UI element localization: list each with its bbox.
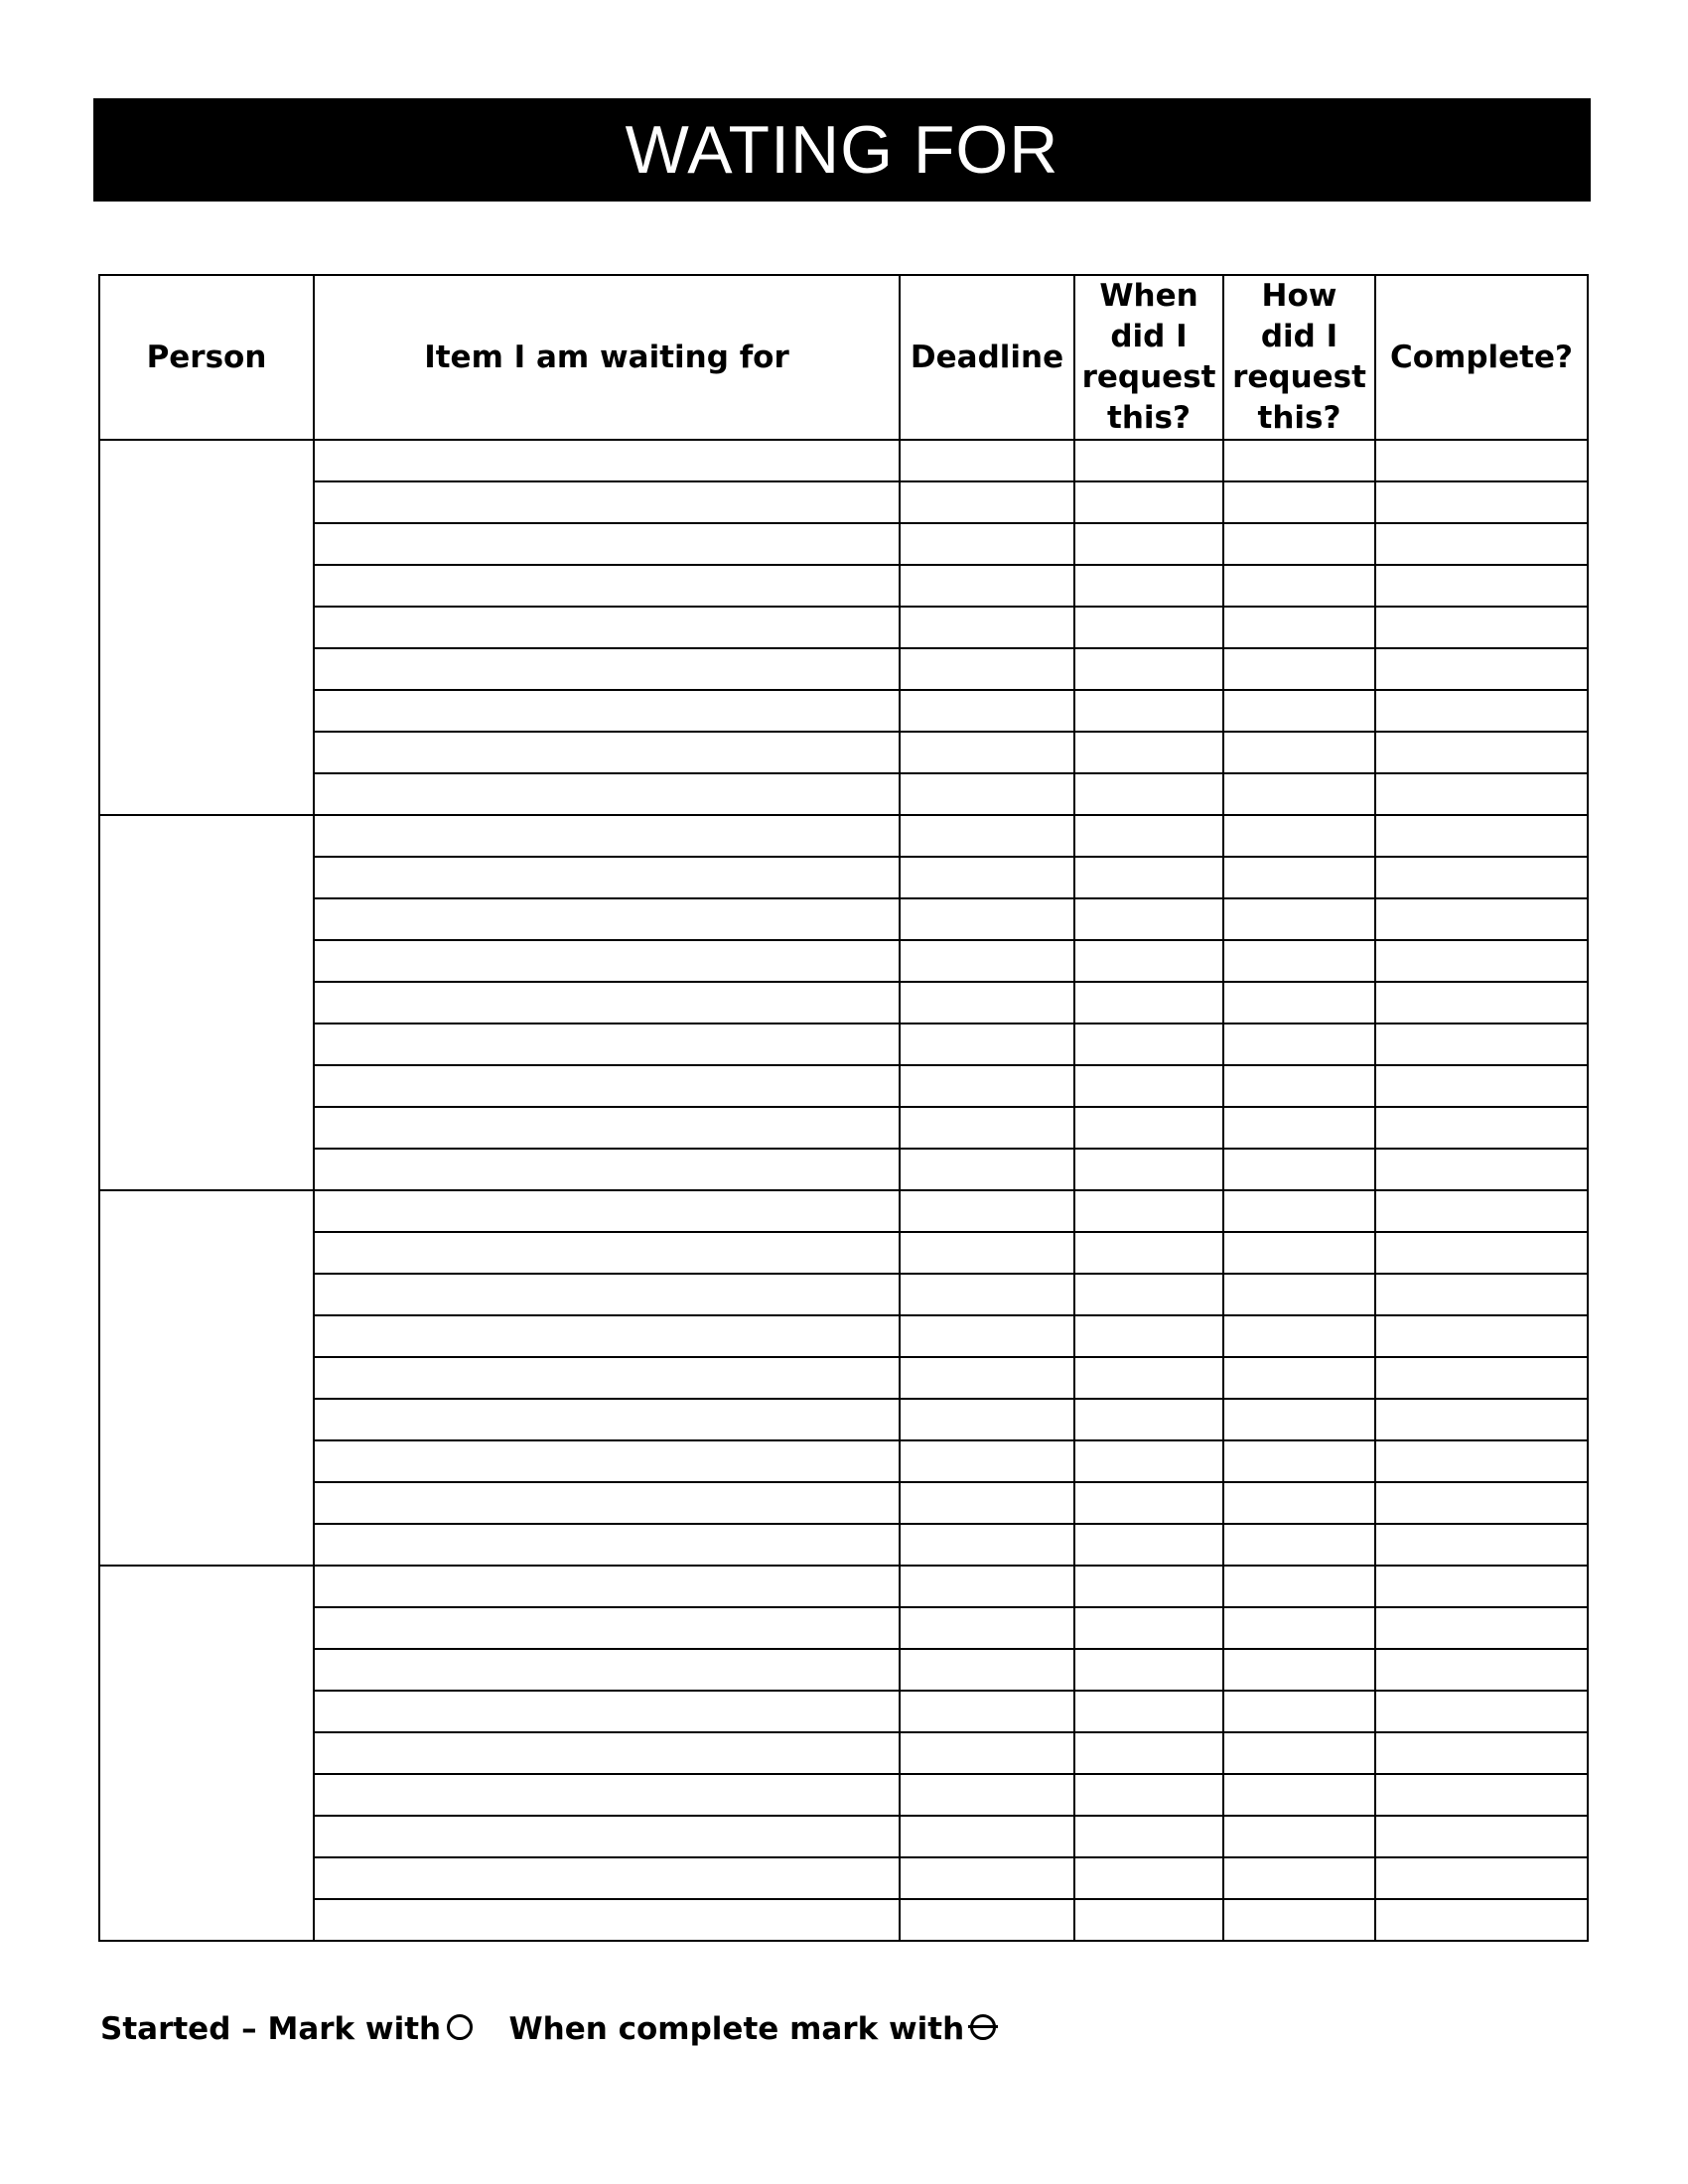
item-cell[interactable] [314, 982, 900, 1024]
complete-cell[interactable] [1375, 857, 1588, 898]
how-requested-cell[interactable] [1223, 1065, 1375, 1107]
how-requested-cell[interactable] [1223, 481, 1375, 523]
table-row [99, 1107, 1588, 1149]
struck-circle-icon [970, 2014, 996, 2040]
deadline-cell[interactable] [900, 1190, 1074, 1232]
how-requested-cell[interactable] [1223, 1816, 1375, 1857]
deadline-cell[interactable] [900, 1524, 1074, 1566]
complete-cell[interactable] [1375, 1857, 1588, 1899]
how-requested-cell[interactable] [1223, 1232, 1375, 1274]
item-cell[interactable] [314, 1399, 900, 1440]
when-requested-cell[interactable] [1074, 1649, 1223, 1691]
how-requested-cell[interactable] [1223, 1399, 1375, 1440]
complete-cell[interactable] [1375, 1232, 1588, 1274]
table-row [99, 982, 1588, 1024]
how-requested-cell[interactable] [1223, 1024, 1375, 1065]
when-requested-cell[interactable] [1074, 1774, 1223, 1816]
item-cell[interactable] [314, 1524, 900, 1566]
table-row [99, 1857, 1588, 1899]
how-requested-cell[interactable] [1223, 690, 1375, 732]
table-row [99, 1274, 1588, 1315]
deadline-cell[interactable] [900, 607, 1074, 648]
deadline-cell[interactable] [900, 440, 1074, 481]
deadline-cell[interactable] [900, 1774, 1074, 1816]
complete-cell[interactable] [1375, 1149, 1588, 1190]
complete-cell[interactable] [1375, 1566, 1588, 1607]
when-requested-cell[interactable] [1074, 815, 1223, 857]
item-cell[interactable] [314, 607, 900, 648]
table-row [99, 1482, 1588, 1524]
when-requested-cell[interactable] [1074, 940, 1223, 982]
item-cell[interactable] [314, 1566, 900, 1607]
table-row [99, 857, 1588, 898]
item-cell[interactable] [314, 1315, 900, 1357]
deadline-cell[interactable] [900, 1024, 1074, 1065]
table-row [99, 1774, 1588, 1816]
deadline-cell[interactable] [900, 690, 1074, 732]
table-row [99, 1357, 1588, 1399]
item-cell[interactable] [314, 1065, 900, 1107]
when-requested-cell[interactable] [1074, 440, 1223, 481]
header-how-requested: How did I request this? [1223, 275, 1375, 440]
table-row [99, 732, 1588, 773]
item-cell[interactable] [314, 1149, 900, 1190]
complete-cell[interactable] [1375, 940, 1588, 982]
complete-cell[interactable] [1375, 1816, 1588, 1857]
item-cell[interactable] [314, 1899, 900, 1941]
deadline-cell[interactable] [900, 1816, 1074, 1857]
table-row [99, 773, 1588, 815]
when-requested-cell[interactable] [1074, 1482, 1223, 1524]
deadline-cell[interactable] [900, 1607, 1074, 1649]
item-cell[interactable] [314, 940, 900, 982]
when-requested-cell[interactable] [1074, 982, 1223, 1024]
table-row [99, 1816, 1588, 1857]
item-cell[interactable] [314, 857, 900, 898]
complete-cell[interactable] [1375, 982, 1588, 1024]
deadline-cell[interactable] [900, 815, 1074, 857]
how-requested-cell[interactable] [1223, 982, 1375, 1024]
deadline-cell[interactable] [900, 1691, 1074, 1732]
how-requested-cell[interactable] [1223, 1607, 1375, 1649]
complete-cell[interactable] [1375, 648, 1588, 690]
how-requested-cell[interactable] [1223, 1857, 1375, 1899]
how-requested-cell[interactable] [1223, 1274, 1375, 1315]
item-cell[interactable] [314, 523, 900, 565]
how-requested-cell[interactable] [1223, 1524, 1375, 1566]
how-requested-cell[interactable] [1223, 440, 1375, 481]
deadline-cell[interactable] [900, 1107, 1074, 1149]
item-cell[interactable] [314, 440, 900, 481]
when-requested-cell[interactable] [1074, 1857, 1223, 1899]
how-requested-cell[interactable] [1223, 1899, 1375, 1941]
table-row [99, 1691, 1588, 1732]
how-requested-cell[interactable] [1223, 1691, 1375, 1732]
complete-cell[interactable] [1375, 1607, 1588, 1649]
when-requested-cell[interactable] [1074, 1691, 1223, 1732]
complete-cell[interactable] [1375, 1315, 1588, 1357]
how-requested-cell[interactable] [1223, 1732, 1375, 1774]
deadline-cell[interactable] [900, 940, 1074, 982]
when-requested-cell[interactable] [1074, 1399, 1223, 1440]
how-requested-cell[interactable] [1223, 1649, 1375, 1691]
how-requested-cell[interactable] [1223, 732, 1375, 773]
deadline-cell[interactable] [900, 481, 1074, 523]
when-requested-cell[interactable] [1074, 1149, 1223, 1190]
complete-cell[interactable] [1375, 481, 1588, 523]
deadline-cell[interactable] [900, 732, 1074, 773]
when-requested-cell[interactable] [1074, 565, 1223, 607]
how-requested-cell[interactable] [1223, 648, 1375, 690]
waiting-for-table [98, 274, 1589, 1942]
deadline-cell[interactable] [900, 1315, 1074, 1357]
when-requested-cell[interactable] [1074, 1566, 1223, 1607]
complete-cell[interactable] [1375, 523, 1588, 565]
item-cell[interactable] [314, 1857, 900, 1899]
complete-cell[interactable] [1375, 1065, 1588, 1107]
deadline-cell[interactable] [900, 1149, 1074, 1190]
when-requested-cell[interactable] [1074, 1065, 1223, 1107]
table-row [99, 1232, 1588, 1274]
when-requested-cell[interactable] [1074, 857, 1223, 898]
when-requested-cell[interactable] [1074, 1024, 1223, 1065]
table-row [99, 1524, 1588, 1566]
person-cell[interactable] [99, 440, 314, 815]
complete-cell[interactable] [1375, 1440, 1588, 1482]
person-cell[interactable] [99, 1566, 314, 1941]
how-requested-cell[interactable] [1223, 857, 1375, 898]
how-requested-cell[interactable] [1223, 1315, 1375, 1357]
how-requested-cell[interactable] [1223, 773, 1375, 815]
when-requested-cell[interactable] [1074, 773, 1223, 815]
complete-cell[interactable] [1375, 1482, 1588, 1524]
table-row [99, 523, 1588, 565]
table-row [99, 565, 1588, 607]
deadline-cell[interactable] [900, 1732, 1074, 1774]
when-requested-cell[interactable] [1074, 1357, 1223, 1399]
item-cell[interactable] [314, 1691, 900, 1732]
when-requested-cell[interactable] [1074, 1107, 1223, 1149]
item-cell[interactable] [314, 1774, 900, 1816]
table-row [99, 1315, 1588, 1357]
item-cell[interactable] [314, 648, 900, 690]
complete-cell[interactable] [1375, 1107, 1588, 1149]
complete-cell[interactable] [1375, 1190, 1588, 1232]
when-requested-cell[interactable] [1074, 898, 1223, 940]
complete-cell[interactable] [1375, 440, 1588, 481]
deadline-cell[interactable] [900, 1566, 1074, 1607]
deadline-cell[interactable] [900, 523, 1074, 565]
header-row [99, 275, 1588, 440]
table-row [99, 1024, 1588, 1065]
how-requested-cell[interactable] [1223, 523, 1375, 565]
how-requested-cell[interactable] [1223, 1482, 1375, 1524]
header-person: Person [99, 275, 314, 440]
item-cell[interactable] [314, 481, 900, 523]
complete-cell[interactable] [1375, 898, 1588, 940]
how-requested-cell[interactable] [1223, 607, 1375, 648]
when-requested-cell[interactable] [1074, 523, 1223, 565]
complete-cell[interactable] [1375, 1774, 1588, 1816]
table-row [99, 690, 1588, 732]
how-requested-cell[interactable] [1223, 1440, 1375, 1482]
when-requested-cell[interactable] [1074, 1440, 1223, 1482]
table-row [99, 1607, 1588, 1649]
header-item: Item I am waiting for [314, 275, 900, 440]
complete-cell[interactable] [1375, 1899, 1588, 1941]
item-cell[interactable] [314, 773, 900, 815]
complete-cell[interactable] [1375, 1357, 1588, 1399]
deadline-cell[interactable] [900, 1482, 1074, 1524]
complete-cell[interactable] [1375, 773, 1588, 815]
deadline-cell[interactable] [900, 1274, 1074, 1315]
when-requested-cell[interactable] [1074, 1524, 1223, 1566]
when-requested-cell[interactable] [1074, 1274, 1223, 1315]
how-requested-cell[interactable] [1223, 1566, 1375, 1607]
open-circle-icon [447, 2014, 473, 2040]
table-row [99, 1065, 1588, 1107]
complete-cell[interactable] [1375, 565, 1588, 607]
complete-cell[interactable] [1375, 690, 1588, 732]
deadline-cell[interactable] [900, 1232, 1074, 1274]
table-row [99, 1149, 1588, 1190]
deadline-cell[interactable] [900, 1440, 1074, 1482]
item-cell[interactable] [314, 1440, 900, 1482]
item-cell[interactable] [314, 732, 900, 773]
how-requested-cell[interactable] [1223, 1107, 1375, 1149]
when-requested-cell[interactable] [1074, 1732, 1223, 1774]
table-row [99, 440, 1588, 481]
header-when-requested: When did I request this? [1074, 275, 1223, 440]
person-cell[interactable] [99, 1190, 314, 1566]
when-requested-cell[interactable] [1074, 648, 1223, 690]
how-requested-cell[interactable] [1223, 1774, 1375, 1816]
item-cell[interactable] [314, 1232, 900, 1274]
table-row [99, 1649, 1588, 1691]
table-row [99, 1190, 1588, 1232]
when-requested-cell[interactable] [1074, 607, 1223, 648]
item-cell[interactable] [314, 1107, 900, 1149]
table-row [99, 607, 1588, 648]
table-row [99, 1566, 1588, 1607]
item-cell[interactable] [314, 1649, 900, 1691]
when-requested-cell[interactable] [1074, 732, 1223, 773]
complete-cell[interactable] [1375, 1524, 1588, 1566]
when-requested-cell[interactable] [1074, 1315, 1223, 1357]
table-row [99, 648, 1588, 690]
complete-cell[interactable] [1375, 1732, 1588, 1774]
how-requested-cell[interactable] [1223, 1357, 1375, 1399]
when-requested-cell[interactable] [1074, 690, 1223, 732]
deadline-cell[interactable] [900, 1857, 1074, 1899]
deadline-cell[interactable] [900, 773, 1074, 815]
when-requested-cell[interactable] [1074, 1232, 1223, 1274]
complete-cell[interactable] [1375, 1274, 1588, 1315]
person-cell[interactable] [99, 815, 314, 1190]
table-row [99, 1899, 1588, 1941]
header-deadline: Deadline [900, 275, 1074, 440]
deadline-cell[interactable] [900, 1065, 1074, 1107]
deadline-cell[interactable] [900, 1357, 1074, 1399]
complete-cell[interactable] [1375, 815, 1588, 857]
item-cell[interactable] [314, 1357, 900, 1399]
how-requested-cell[interactable] [1223, 898, 1375, 940]
deadline-cell[interactable] [900, 565, 1074, 607]
deadline-cell[interactable] [900, 648, 1074, 690]
how-requested-cell[interactable] [1223, 1190, 1375, 1232]
item-cell[interactable] [314, 1816, 900, 1857]
when-requested-cell[interactable] [1074, 481, 1223, 523]
deadline-cell[interactable] [900, 898, 1074, 940]
when-requested-cell[interactable] [1074, 1190, 1223, 1232]
complete-cell[interactable] [1375, 1024, 1588, 1065]
complete-cell[interactable] [1375, 1399, 1588, 1440]
complete-cell[interactable] [1375, 1649, 1588, 1691]
table-row [99, 1399, 1588, 1440]
how-requested-cell[interactable] [1223, 940, 1375, 982]
item-cell[interactable] [314, 690, 900, 732]
started-legend-text: Started – Mark with [100, 2011, 442, 2047]
item-cell[interactable] [314, 1732, 900, 1774]
legend [100, 2011, 996, 2047]
how-requested-cell[interactable] [1223, 565, 1375, 607]
how-requested-cell[interactable] [1223, 1149, 1375, 1190]
table-row [99, 1732, 1588, 1774]
item-cell[interactable] [314, 565, 900, 607]
table-row [99, 815, 1588, 857]
table-row [99, 1440, 1588, 1482]
page-title: WATING FOR [93, 98, 1591, 202]
table-body [99, 440, 1588, 1941]
table-row [99, 898, 1588, 940]
complete-cell[interactable] [1375, 732, 1588, 773]
item-cell[interactable] [314, 815, 900, 857]
how-requested-cell[interactable] [1223, 815, 1375, 857]
item-cell[interactable] [314, 1024, 900, 1065]
deadline-cell[interactable] [900, 1649, 1074, 1691]
table-row [99, 940, 1588, 982]
when-requested-cell[interactable] [1074, 1899, 1223, 1941]
when-requested-cell[interactable] [1074, 1816, 1223, 1857]
when-requested-cell[interactable] [1074, 1607, 1223, 1649]
complete-cell[interactable] [1375, 1691, 1588, 1732]
deadline-cell[interactable] [900, 982, 1074, 1024]
deadline-cell[interactable] [900, 1399, 1074, 1440]
complete-cell[interactable] [1375, 607, 1588, 648]
item-cell[interactable] [314, 1190, 900, 1232]
deadline-cell[interactable] [900, 857, 1074, 898]
item-cell[interactable] [314, 1274, 900, 1315]
item-cell[interactable] [314, 1482, 900, 1524]
complete-legend-text: When complete mark with [508, 2011, 965, 2047]
item-cell[interactable] [314, 898, 900, 940]
table-row [99, 481, 1588, 523]
deadline-cell[interactable] [900, 1899, 1074, 1941]
item-cell[interactable] [314, 1607, 900, 1649]
header-complete: Complete? [1375, 275, 1588, 440]
